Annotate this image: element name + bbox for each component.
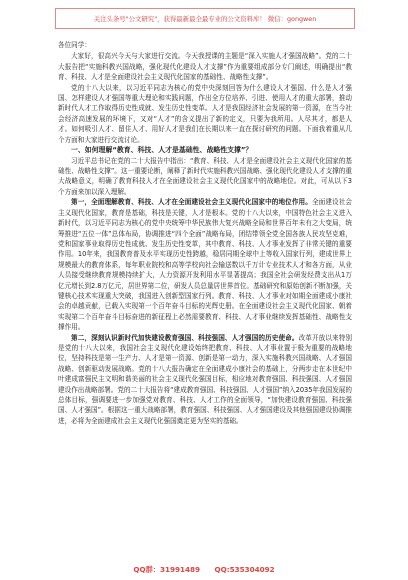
paragraph-background: 党的十八大以来，以习近平同志为核心的党中央深刻回答为什么建设人才强国、什么是人才强国、怎样建设人才强国等重大理论和实践问题，作出全方位培养、引进、使用人才的重大部署，推动新时代人才工作取得历史性成就、发生历史性变革。人才是我国经济社会发展的第一资源，在当今社会经济高速发展的环境下，又对“人才”的含义提出了新的定义，只要为我所用。人尽其才，都是人才。如何吸引人才、留住人才、用好人才是我们在长期以来一直在探讨研究的问题。下面我着重从几个方面和大家进行交流讨论。	[58, 83, 352, 144]
point-2-text: 改革开放以来特别是党的十八大以来，我国社会主义现代化建设始终把教育、科技、人才事业置于极为重要的战略地位，坚持科技是第一生产力、人才是第一资源、创新是第一动力，深入实施科教兴国战略、人才强国战略、创新驱动发展战略。党的十八大报告确定在全面建成小康社会的基础上，分两步走在本世纪中叶建成富强民主文明和谐美丽的社会主义现代化强国目标，相应地对教育强国、科技强国、人才强国建设作出战略部署。党的二十大报告将“建成教育强国、科技强国、人才强国”纳入2035年我国发展的总体目标，强调要进一步加强党对教育、科技、人才工作的全面领导，“加快建设教育强国、科技强国、人才强国”。根据这一重大战略部署，教育强国、科技强国、人才强国建设及其他强国建设协调推进，必将为全面建成社会主义现代化强国奠定更为坚实的基础。	[58, 333, 353, 425]
section-heading-1: 一、如何理解“教育、科技、人才是基础性、战略性支撑”？	[71, 146, 253, 155]
paragraph-section-1: 习近平总书记在党的二十大报告中指出：“教育、科技、人才是全面建设社会主义现代化国家的基础性、战略性支撑”。这一重要论断，阐释了新时代实施科教兴国战略、强化现代化建设人才支撑的重大战略意义，明确了教育科技人才在全面建设社会主义现代化国家中的战略地位。对此，可从以下3个方面来加以深入理解。	[58, 156, 352, 196]
paragraph-intro: 大家好，很高兴今天与大家进行交流。今天我授课的主题是“深入实施人才强国战略”。党的二十大报告把“实施科教兴国战略，强化现代化建设人才支撑”作为重要组成部分专门阐述，明确提出“教育、科技、人才是全面建设社会主义现代化国家的基础性、战略性支撑”。	[58, 52, 352, 82]
footer-qq: QQ:535304092	[214, 565, 275, 574]
promo-banner	[55, 8, 355, 29]
paragraph-point-2	[58, 333, 352, 427]
greeting: 各位同学：	[58, 41, 91, 49]
point-1-text: 全面建设社会主义现代化国家，教育是基础，科技是关键，人才是根本。党的十八大以来，中国特色社会主义进入新时代，以习近平同志为核心的党中央统筹中华民族伟大复兴战略全局和世界百年未有之大变局，统筹推进“五位一体”总体布局，协调推进“四个全面”战略布局，团结带领全党全国各族人民攻坚克难，党和国家事业取得历史性成就、发生历史性变革，其中教育、科技、人才事业发挥了非常关键的重要作用。10年来，我国教育普及水平实现历史性跨越，稳居同期全球中上等收入国家行列，建成世界上规模最大的教育体系，每年职业院校和高等学校向社会输送数以千万计专业技术人才和各方面，从业人员接受继续教育规模持续扩大，人力资源开发利用水平显著提高；我国全社会研发经费支出从1万亿元增长到2.8万亿元，居世界第二位，研发人员总量居世界首位。基础研究和原始创新不断加强，关键核心技术实现重大突破，我国进入创新型国家行列。教育、科技、人才事业对如期全面建成小康社会的卓越贡献，已载入实现第一个百年奋斗目标的光辉史册。在全面建设社会主义现代化国家、朝着实现第二个百年奋斗目标奋进的新征程上必然需要教育、科技、人才事业继续发挥基础性、战略性支撑作用。	[58, 198, 353, 332]
promo-banner-text: 关注头条号"公文研究"，获得最新最全最专业的公文资料库！ 微信：gongwen	[93, 15, 317, 23]
point-2-lead: 第二，深刻认识新时代加快建设教育强国、科技强国、人才强国的历史使命。	[71, 333, 299, 342]
point-1-lead: 第一，全面理解教育、科技、人才在全面建设社会主义现代化国家中的地位作用。	[71, 198, 312, 207]
footer-qq-group: QQ群：31991489	[133, 565, 200, 574]
paragraph-point-1	[58, 197, 352, 332]
footer-contact	[0, 565, 408, 575]
document-body	[58, 40, 352, 426]
